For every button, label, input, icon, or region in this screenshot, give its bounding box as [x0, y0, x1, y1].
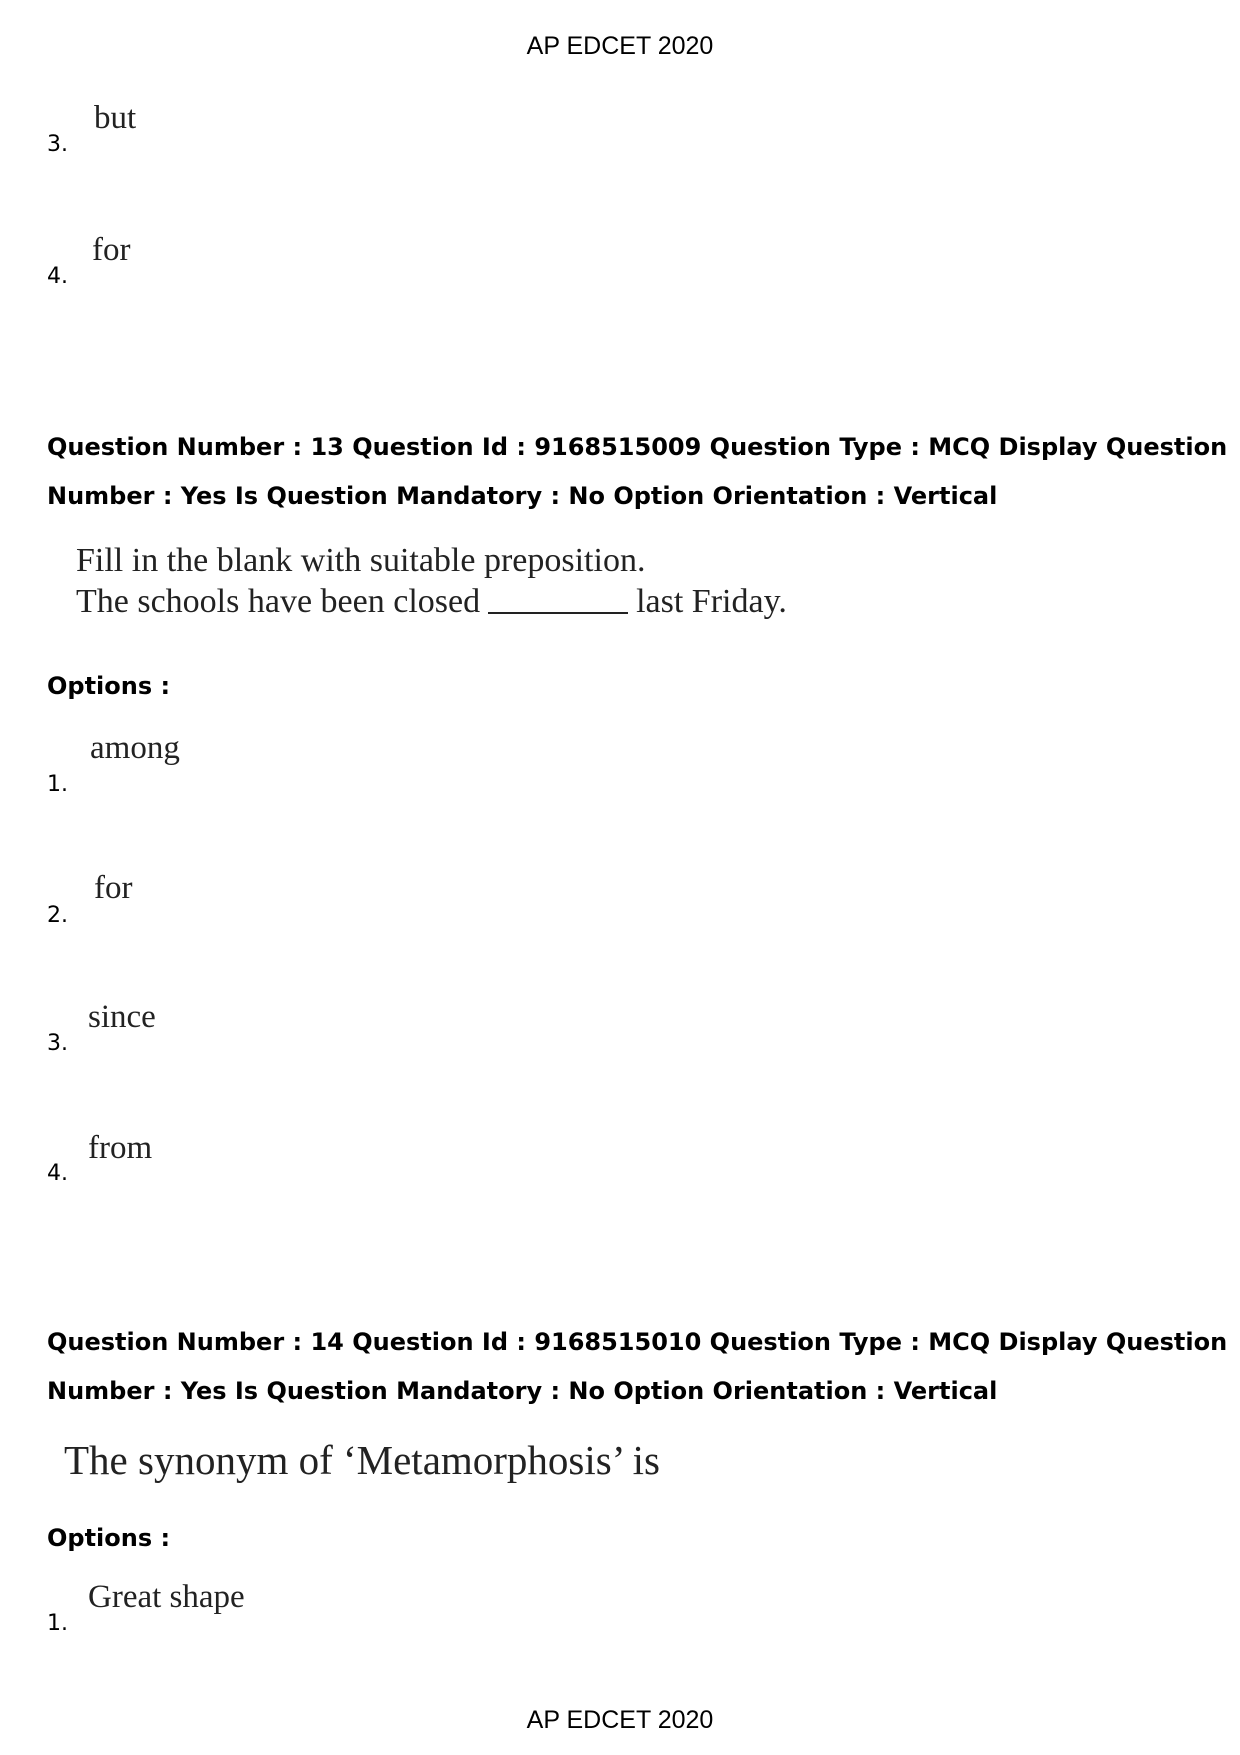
- fill-blank-line: [488, 582, 628, 614]
- question-13-option-1-text: among: [90, 730, 180, 766]
- prev-option-3-text: but: [94, 100, 137, 136]
- question-13-text-line2: [76, 581, 787, 622]
- question-13-text-after-blank: last Friday.: [636, 583, 787, 620]
- question-13-text-before-blank: The schools have been closed: [76, 583, 481, 620]
- question-14-option-1-text: Great shape: [88, 1579, 245, 1615]
- question-14-options-label: Options :: [47, 1524, 171, 1552]
- question-13-option-2-text: for: [94, 870, 133, 906]
- question-13-option-3-text: since: [88, 999, 156, 1035]
- question-13-option-4-number: 4.: [47, 1161, 68, 1186]
- prev-option-4-text: for: [92, 232, 131, 268]
- question-14-text: The synonym of ‘Metamorphosis’ is: [64, 1437, 660, 1483]
- question-13-text-line1: Fill in the blank with suitable preposition.: [76, 542, 646, 579]
- question-13-meta: [47, 423, 1228, 521]
- prev-option-3-number: 3.: [47, 132, 68, 157]
- question-13-option-4-text: from: [88, 1130, 153, 1166]
- question-13-options-label: Options :: [47, 672, 171, 700]
- question-13-text: [76, 540, 787, 622]
- question-14-meta-line1: Question Number : 14 Question Id : 9168515010 Question Type : MCQ Display Question: [47, 1328, 1228, 1356]
- prev-option-4-number: 4.: [47, 264, 68, 289]
- page-footer: AP EDCET 2020: [526, 1706, 714, 1734]
- question-13-meta-line2: Number : Yes Is Question Mandatory : No Option Orientation : Vertical: [47, 482, 998, 510]
- question-14-option-1-number: 1.: [47, 1611, 68, 1636]
- question-13-option-1-number: 1.: [47, 772, 68, 797]
- question-13-option-3-number: 3.: [47, 1031, 68, 1056]
- question-13-option-2-number: 2.: [47, 903, 68, 928]
- question-13-meta-line1: Question Number : 13 Question Id : 9168515009 Question Type : MCQ Display Question: [47, 433, 1228, 461]
- question-14-meta-line2: Number : Yes Is Question Mandatory : No Option Orientation : Vertical: [47, 1377, 998, 1405]
- question-14-meta: [47, 1318, 1228, 1416]
- page-header: AP EDCET 2020: [526, 32, 714, 60]
